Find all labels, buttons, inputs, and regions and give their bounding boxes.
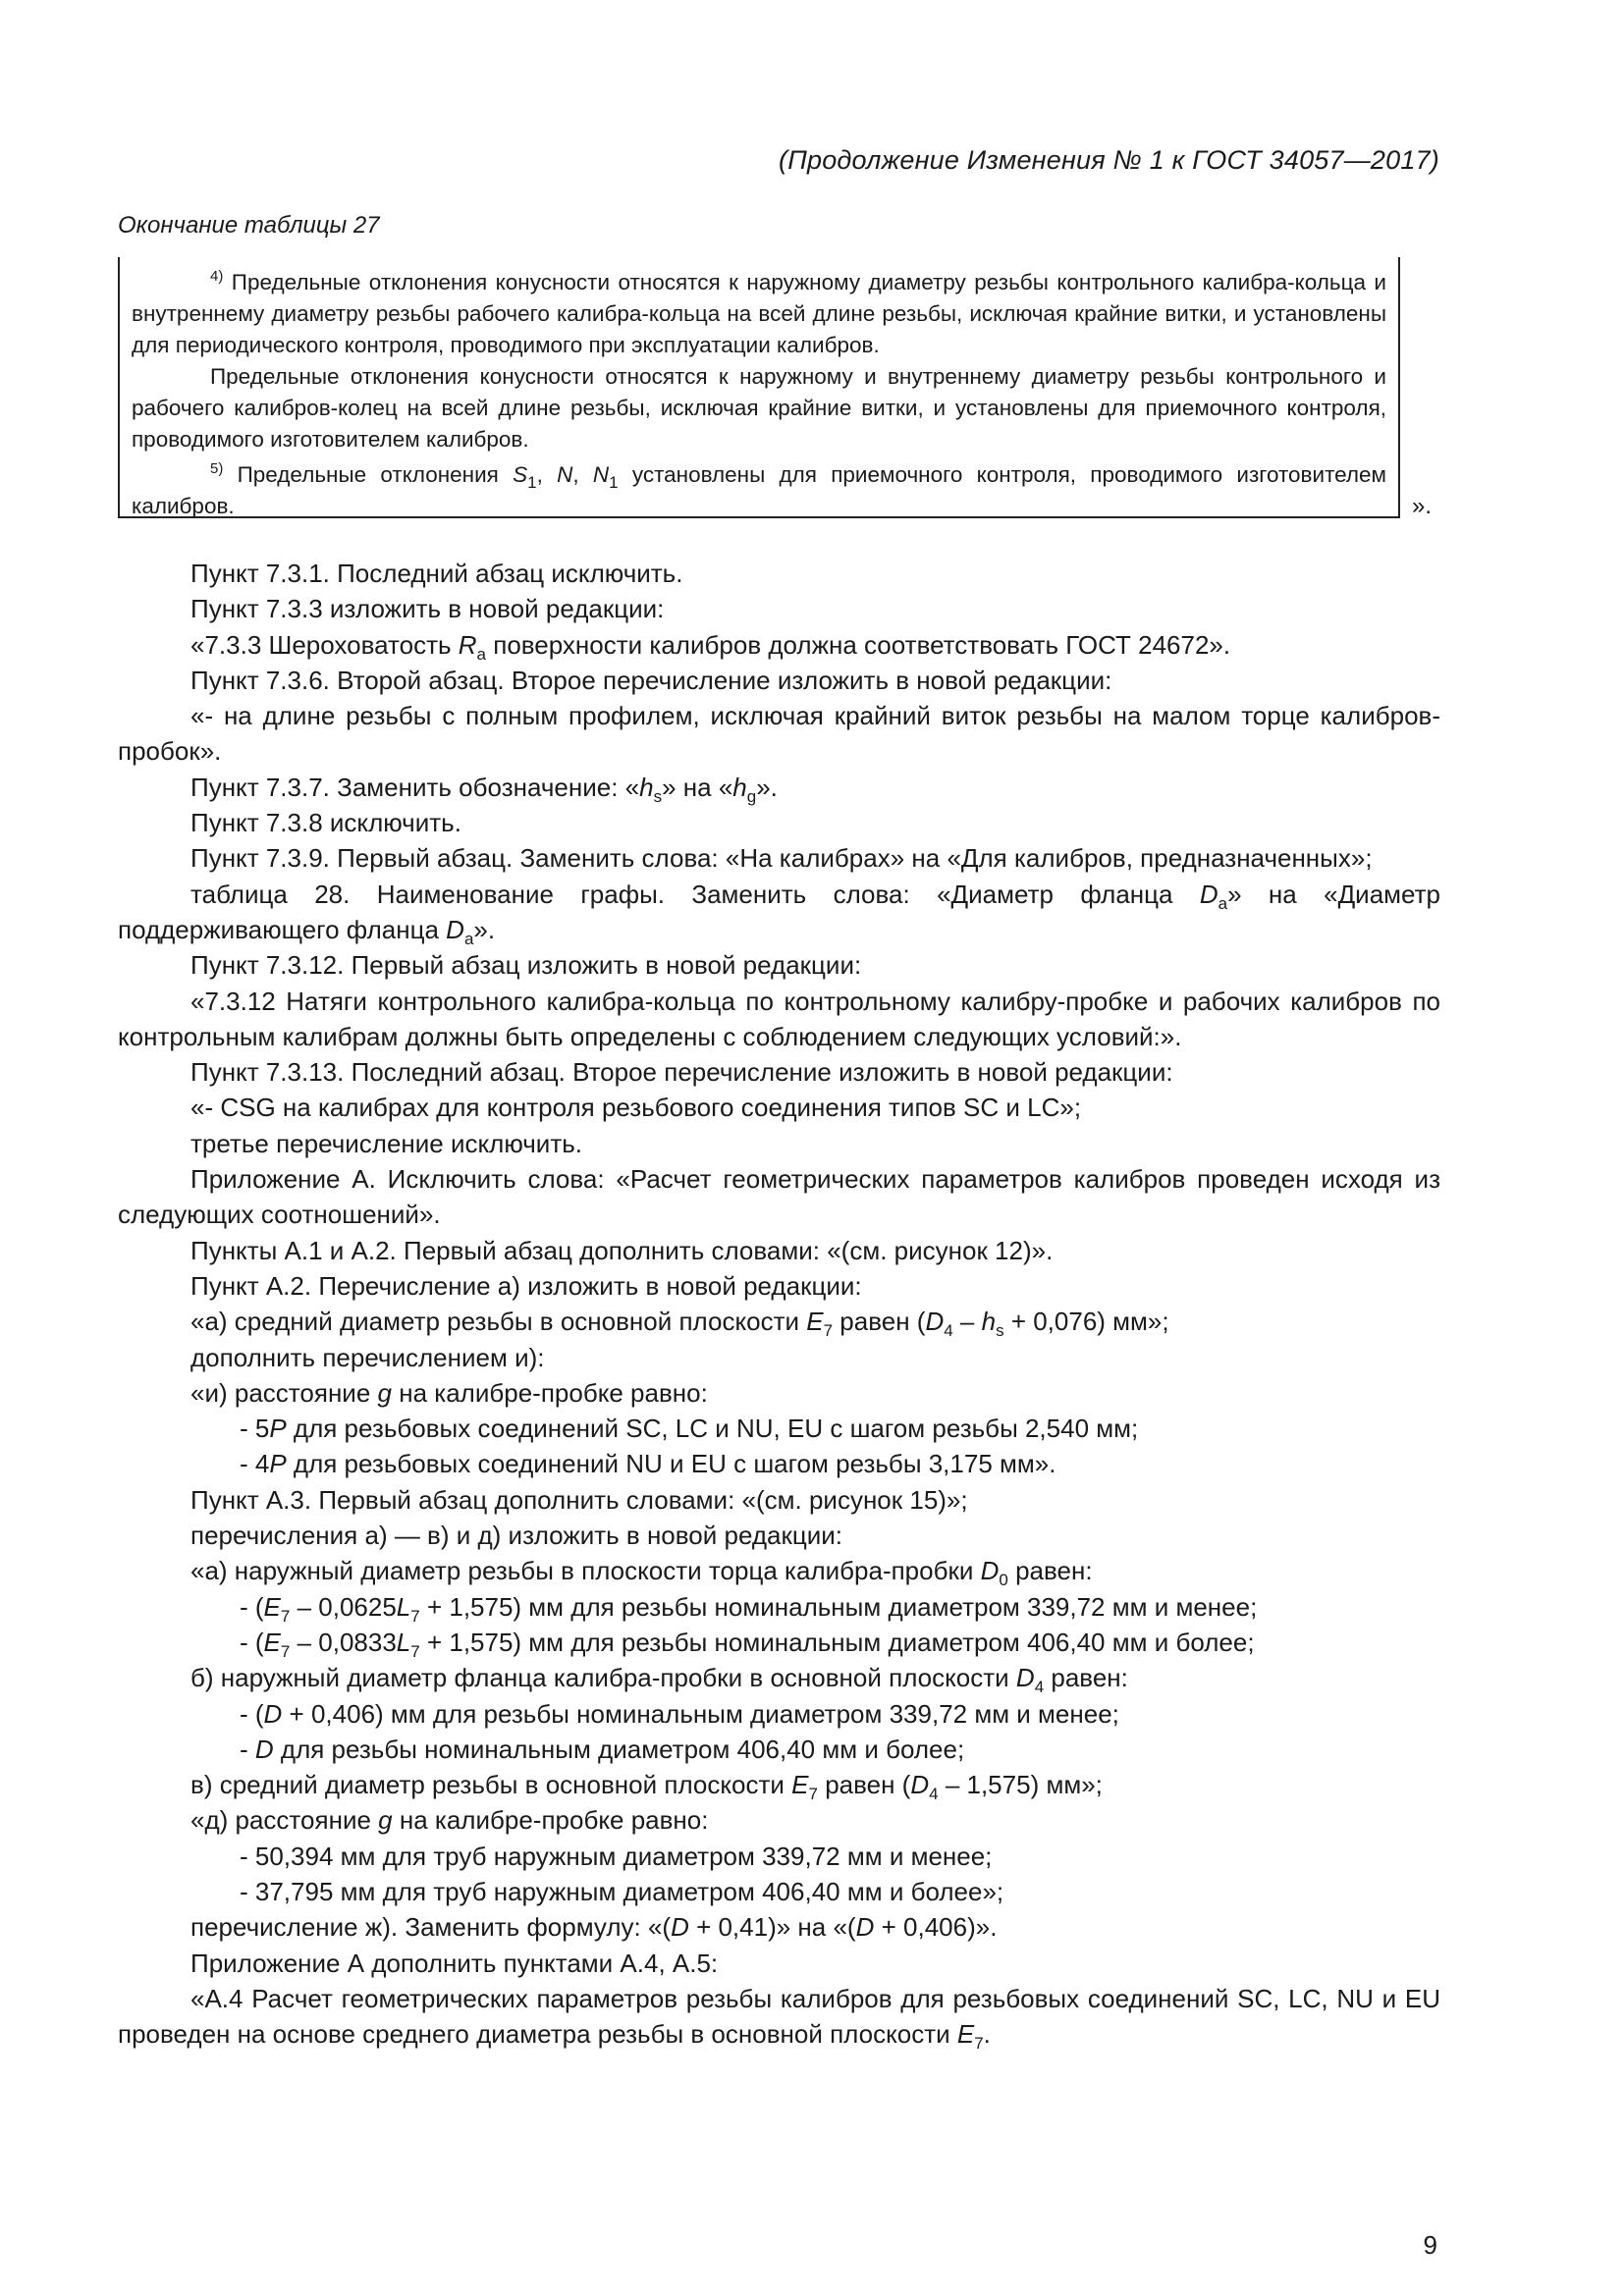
list-item: - (D + 0,406) мм для резьбы номинальным диаметром 339,72 мм и менее; [240,1698,1119,1729]
paragraph: Пункт 7.3.8 исключить. [190,808,461,838]
paragraph: «а) средний диаметр резьбы в основной плоскости $E_7$ равен $(D_4 - h_s + 0,076)$ мм»; [190,1307,1169,1341]
paragraph: Пункт А.3. Первый абзац дополнить словами: «(см. рисунок 15)»; [190,1484,968,1515]
paragraph: Приложение А дополнить пунктами А.4, А.5: [190,1948,719,1978]
paragraph: в) средний диаметр резьбы в основной плоскости $E_7$ равен $(D_4 - 1,575)$ мм»; [190,1770,1103,1804]
paragraph: дополнить перечислением и): [190,1342,545,1372]
paragraph: «- на длине резьбы с полным профилем, исключая крайний виток резьбы на малом торце калибров-пробок». [118,701,1440,767]
paragraph: «и) расстояние g на калибре-пробке равно: [190,1377,708,1408]
paragraph: Пункт 7.3.12. Первый абзац изложить в новой редакции: [190,950,862,981]
paragraph: Пункты А.1 и А.2. Первый абзац дополнить словами: «(см. рисунок 12)». [190,1235,1054,1265]
paragraph: «7.3.3 Шероховатость $R_a$ поверхности калибров должна соответствовать ГОСТ 24672». [190,629,1231,664]
list-item: - 37,795 мм для труб наружным диаметром 406,40 мм и более»; [240,1876,1004,1906]
list-item: - $(E_7 - 0,0833L_7 + 1,575)$ мм для резьбы номинальным диаметром 406,40 мм и более; [240,1627,1255,1661]
paragraph: перечисления а) — в) и д) изложить в новой редакции: [190,1521,843,1551]
paragraph: таблица 28. Наименование графы. Заменить слова: «Диаметр фланца $D_a$» на «Диаметр поддерживающего фланца $D_a$». [118,879,1441,948]
table-caption: Окончание таблицы 27 [118,212,380,239]
body-text [118,556,1440,2052]
paragraph: «- CSG на калибрах для контроля резьбового соединения типов SC и LC»; [190,1093,1082,1123]
list-item: - 4P для резьбовых соединений NU и EU с шагом резьбы 3,175 мм». [240,1449,1056,1479]
paragraph: Пункт А.2. Перечисление а) изложить в новой редакции: [190,1270,862,1301]
paragraph: «д) расстояние g на калибре-пробке равно: [190,1805,709,1836]
footnote-mark: 5) [210,460,224,477]
paragraph: б) наружный диаметр фланца калибра-пробки в основной плоскости $D_4$ равен: [190,1663,1128,1697]
paragraph: Пункт 7.3.7. Заменить обозначение: «$h_s$» на «$h_g$». [190,772,778,806]
footnote-mark: 4) [210,268,224,285]
list-item: - 5P для резьбовых соединений SC, LC и NU, EU с шагом резьбы 2,540 мм; [240,1414,1139,1444]
closing-quote: ». [1412,493,1433,519]
paragraph: «а) наружный диаметр резьбы в плоскости торца калибра-пробки $D_0$ равен: [190,1556,1093,1590]
list-item: - $(E_7 - 0,0625L_7 + 1,575)$ мм для резьбы номинальным диаметром 339,72 мм и менее; [240,1591,1258,1626]
paragraph: «7.3.12 Натяги контрольного калибра-кольца по контрольному калибру-пробке и рабочих калибров по контрольным калибрам должны быть определены с соблюдением следующих условий:». [118,986,1440,1051]
paragraph: Приложение А. Исключить слова: «Расчет геометрических параметров калибров проведен исходя из следующих соотношений». [118,1164,1440,1230]
paragraph: перечисление ж). Заменить формулу: «(D + 0,41)» на «(D + 0,406)». [190,1912,998,1943]
footnote-4-continued: Предельные отклонения конусности относятся к наружному и внутреннему диаметру резьбы контрольного и рабочего калибров-колец на всей длине резьбы, исключая крайние витки, и установлены для приемочного контроля, проводимого изготовителем калибров. [132,364,1386,452]
footnote-4: $^{4)}$ Предельные отклонения конусности относятся к наружному диаметру резьбы контрольного калибра-кольца и внутреннему диаметру резьбы рабочего калибра-кольца на всей длине резьбы, исключая крайние витки, и установлены для периодического контроля, проводимого при эксплуатации калибров. [132,268,1386,357]
paragraph: Пункт 7.3.6. Второй абзац. Второе перечисление изложить в новой редакции: [190,665,1112,695]
table-footnotes-box [118,257,1400,518]
footnote-5: $^{5)}$ Предельные отклонения $S_1$, N, $N_1$ установлены для приемочного контроля, проводимого изготовителем калибров. [132,460,1387,518]
paragraph: Пункт 7.3.1. Последний абзац исключить. [190,559,683,588]
paragraph: Пункт 7.3.9. Первый абзац. Заменить слова: «На калибрах» на «Для калибров, предназначенных»; [190,843,1373,874]
paragraph: «А.4 Расчет геометрических параметров резьбы калибров для резьбовых соединений SC, LC, NU и EU проведен на основе среднего диаметра резьбы в основной плоскости $E_7$. [118,1983,1440,2054]
paragraph: Пункт 7.3.3 изложить в новой редакции: [190,594,665,624]
page-number: 9 [1423,2230,1437,2260]
running-header: (Продолжение Изменения № 1 к ГОСТ 34057—2017) [779,145,1439,175]
list-item: - 50,394 мм для труб наружным диаметром 339,72 мм и менее; [240,1841,993,1871]
paragraph: Пункт 7.3.13. Последний абзац. Второе перечисление изложить в новой редакции: [190,1057,1173,1088]
list-item: - D для резьбы номинальным диаметром 406,40 мм и более; [240,1734,965,1764]
paragraph: третье перечисление исключить. [190,1128,583,1158]
